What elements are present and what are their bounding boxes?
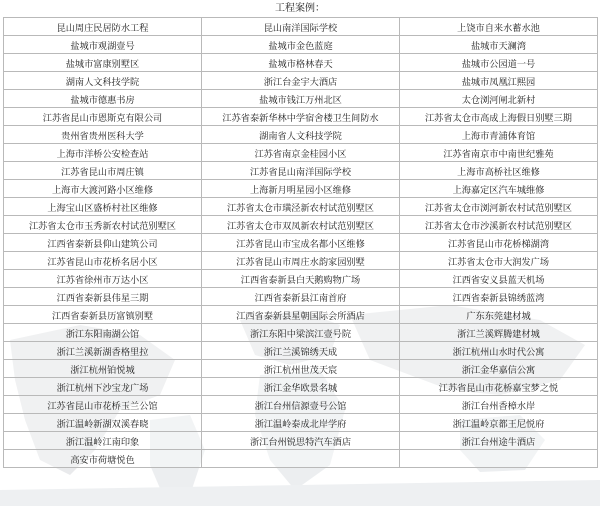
project-cell: 浙江台州信源壹号公馆: [202, 396, 400, 414]
project-cell: 浙江台州途牛酒店: [400, 432, 598, 450]
project-cell: 浙江温岭新湖双溪春晓: [4, 414, 202, 432]
project-cell: 广东东莞建材城: [400, 306, 598, 324]
project-cell: 浙江台州香樟水岸: [400, 396, 598, 414]
project-cell: 上海市高桥社区维修: [400, 162, 598, 180]
project-cell: 江苏省昆山市花桥梯湖湾: [400, 234, 598, 252]
project-cell: 江苏省太仓市双凤新农村试范别墅区: [202, 216, 400, 234]
project-cell: 江西省安义县蓝天机场: [400, 270, 598, 288]
project-cell: 浙江杭州下沙宝龙广场: [4, 378, 202, 396]
project-cell: 江苏省昆山市宝成名都小区维修: [202, 234, 400, 252]
table-row: [4, 36, 598, 54]
project-cell: 盐城市天澜湾: [400, 36, 598, 54]
table-row: [4, 18, 598, 36]
project-cell: 江苏省太仓市沙溪新农村试范别墅区: [400, 216, 598, 234]
project-cell: 江苏省南京市中南世纪雅苑: [400, 144, 598, 162]
table-row: [4, 414, 598, 432]
project-cell: 盐城市德惠书房: [4, 90, 202, 108]
table-row: [4, 270, 598, 288]
table-row: [4, 288, 598, 306]
project-cell: 江苏省昆山市周庄水韵家园别墅: [202, 252, 400, 270]
table-row: [4, 108, 598, 126]
project-cell: 江苏省昆山市周庄镇: [4, 162, 202, 180]
project-cell: 上海市洋桥公安检查站: [4, 144, 202, 162]
project-cell: 江苏省昆山市花桥名居小区: [4, 252, 202, 270]
project-cell: 江苏省昆山市恩斯克有限公司: [4, 108, 202, 126]
project-cell: 江苏省太仓市璜泾新农村试范别墅区: [202, 198, 400, 216]
project-cell: 盐城市格林春天: [202, 54, 400, 72]
table-row: [4, 162, 598, 180]
project-cell: 江西省泰新县江南首府: [202, 288, 400, 306]
project-cell: 太仓浏河闸北新村: [400, 90, 598, 108]
project-cell: 浙江温岭京都王尼悦府: [400, 414, 598, 432]
project-cell: 浙江台州锐思特汽车酒店: [202, 432, 400, 450]
table-row: [4, 180, 598, 198]
project-cell: 上海新月明星园小区维修: [202, 180, 400, 198]
project-cases-body: [4, 18, 598, 468]
project-cell: 盐城市金色蓝庭: [202, 36, 400, 54]
table-row: [4, 378, 598, 396]
project-cell: 贵州省贵州医科大学: [4, 126, 202, 144]
project-cell: 浙江杭州铂悦城: [4, 360, 202, 378]
table-row: [4, 72, 598, 90]
project-cell: 浙江东阳南湖公馆: [4, 324, 202, 342]
project-cell: 江苏省昆山南洋国际学校: [202, 162, 400, 180]
project-cell: 浙江兰溪新湖香格里拉: [4, 342, 202, 360]
project-cell: 上饶市自来水蓄水池: [400, 18, 598, 36]
project-cell: 浙江温岭泰成北岸学府: [202, 414, 400, 432]
project-cell: 浙江金华嘉信公寓: [400, 360, 598, 378]
project-cell: 浙江兰溪锦绣天成: [202, 342, 400, 360]
table-row: [4, 54, 598, 72]
table-row: [4, 342, 598, 360]
project-cell: 江西省泰新县锦绣蓝湾: [400, 288, 598, 306]
project-cell: [202, 450, 400, 468]
project-cell: 上海嘉定区汽车城维修: [400, 180, 598, 198]
project-cell: 盐城市公园道一号: [400, 54, 598, 72]
project-cell: 盐城市凤凰江熙园: [400, 72, 598, 90]
table-row: [4, 396, 598, 414]
table-row: [4, 216, 598, 234]
project-cell: 江西省泰新县白天鹅购物广场: [202, 270, 400, 288]
project-cell: 盐城市富康别墅区: [4, 54, 202, 72]
project-cell: 江苏省徐州市万达小区: [4, 270, 202, 288]
project-cell: 上海宝山区盛桥村社区维修: [4, 198, 202, 216]
project-cell: 江西省泰新县星朝国际会所酒店: [202, 306, 400, 324]
project-cell: 湖南省人文科技学院: [202, 126, 400, 144]
project-cell: 江西省泰新县仰山建筑公司: [4, 234, 202, 252]
table-row: [4, 432, 598, 450]
project-cell: 江苏省太仓市玉秀新农村试范别墅区: [4, 216, 202, 234]
project-cell: 浙江杭州世茂天宸: [202, 360, 400, 378]
table-row: [4, 360, 598, 378]
project-cell: 江苏省泰新华林中学宿舍楼卫生间防水: [202, 108, 400, 126]
project-cell: 浙江金华欧景名城: [202, 378, 400, 396]
table-row: [4, 252, 598, 270]
project-cell: 浙江兰溪辉腾建材城: [400, 324, 598, 342]
project-cell: 上海市青浦体育馆: [400, 126, 598, 144]
section-title: 工程案例：: [275, 3, 325, 14]
project-cell: 江西省泰新县伟星三期: [4, 288, 202, 306]
project-cell: 浙江温岭江南印象: [4, 432, 202, 450]
project-cell: 昆山南洋国际学校: [202, 18, 400, 36]
table-row: [4, 126, 598, 144]
project-cell: 盐城市观湖壹号: [4, 36, 202, 54]
project-cell: 江苏省南京金桂园小区: [202, 144, 400, 162]
project-cell: 浙江台金宇大酒店: [202, 72, 400, 90]
table-row: [4, 198, 598, 216]
project-cell: 江苏省昆山市花桥玉兰公馆: [4, 396, 202, 414]
table-row: [4, 306, 598, 324]
table-row: [4, 90, 598, 108]
project-cell: 上海市大渡河路小区维修: [4, 180, 202, 198]
project-cell: 高安市荷塘悦色: [4, 450, 202, 468]
project-cell: [400, 450, 598, 468]
project-cell: 江苏省太仓市高成上海假日别墅三期: [400, 108, 598, 126]
table-row: [4, 234, 598, 252]
table-row: [4, 144, 598, 162]
project-cell: 浙江东阳中梁滨江壹号院: [202, 324, 400, 342]
project-cell: 江西省泰新县历富镇别墅: [4, 306, 202, 324]
project-cell: 盐城市钱江万州北区: [202, 90, 400, 108]
project-cell: 昆山周庄民居防水工程: [4, 18, 202, 36]
project-cell: 江苏省太仓市大润发广场: [400, 252, 598, 270]
project-cell: 湖南人文科技学院: [4, 72, 202, 90]
project-cases-table: [3, 17, 598, 468]
project-cell: 江苏省昆山市花桥嘉宝梦之悦: [400, 378, 598, 396]
project-cell: 浙江杭州山水时代公寓: [400, 342, 598, 360]
project-cell: 江苏省太仓市浏河新农村试范别墅区: [400, 198, 598, 216]
table-row: [4, 324, 598, 342]
table-row: [4, 450, 598, 468]
